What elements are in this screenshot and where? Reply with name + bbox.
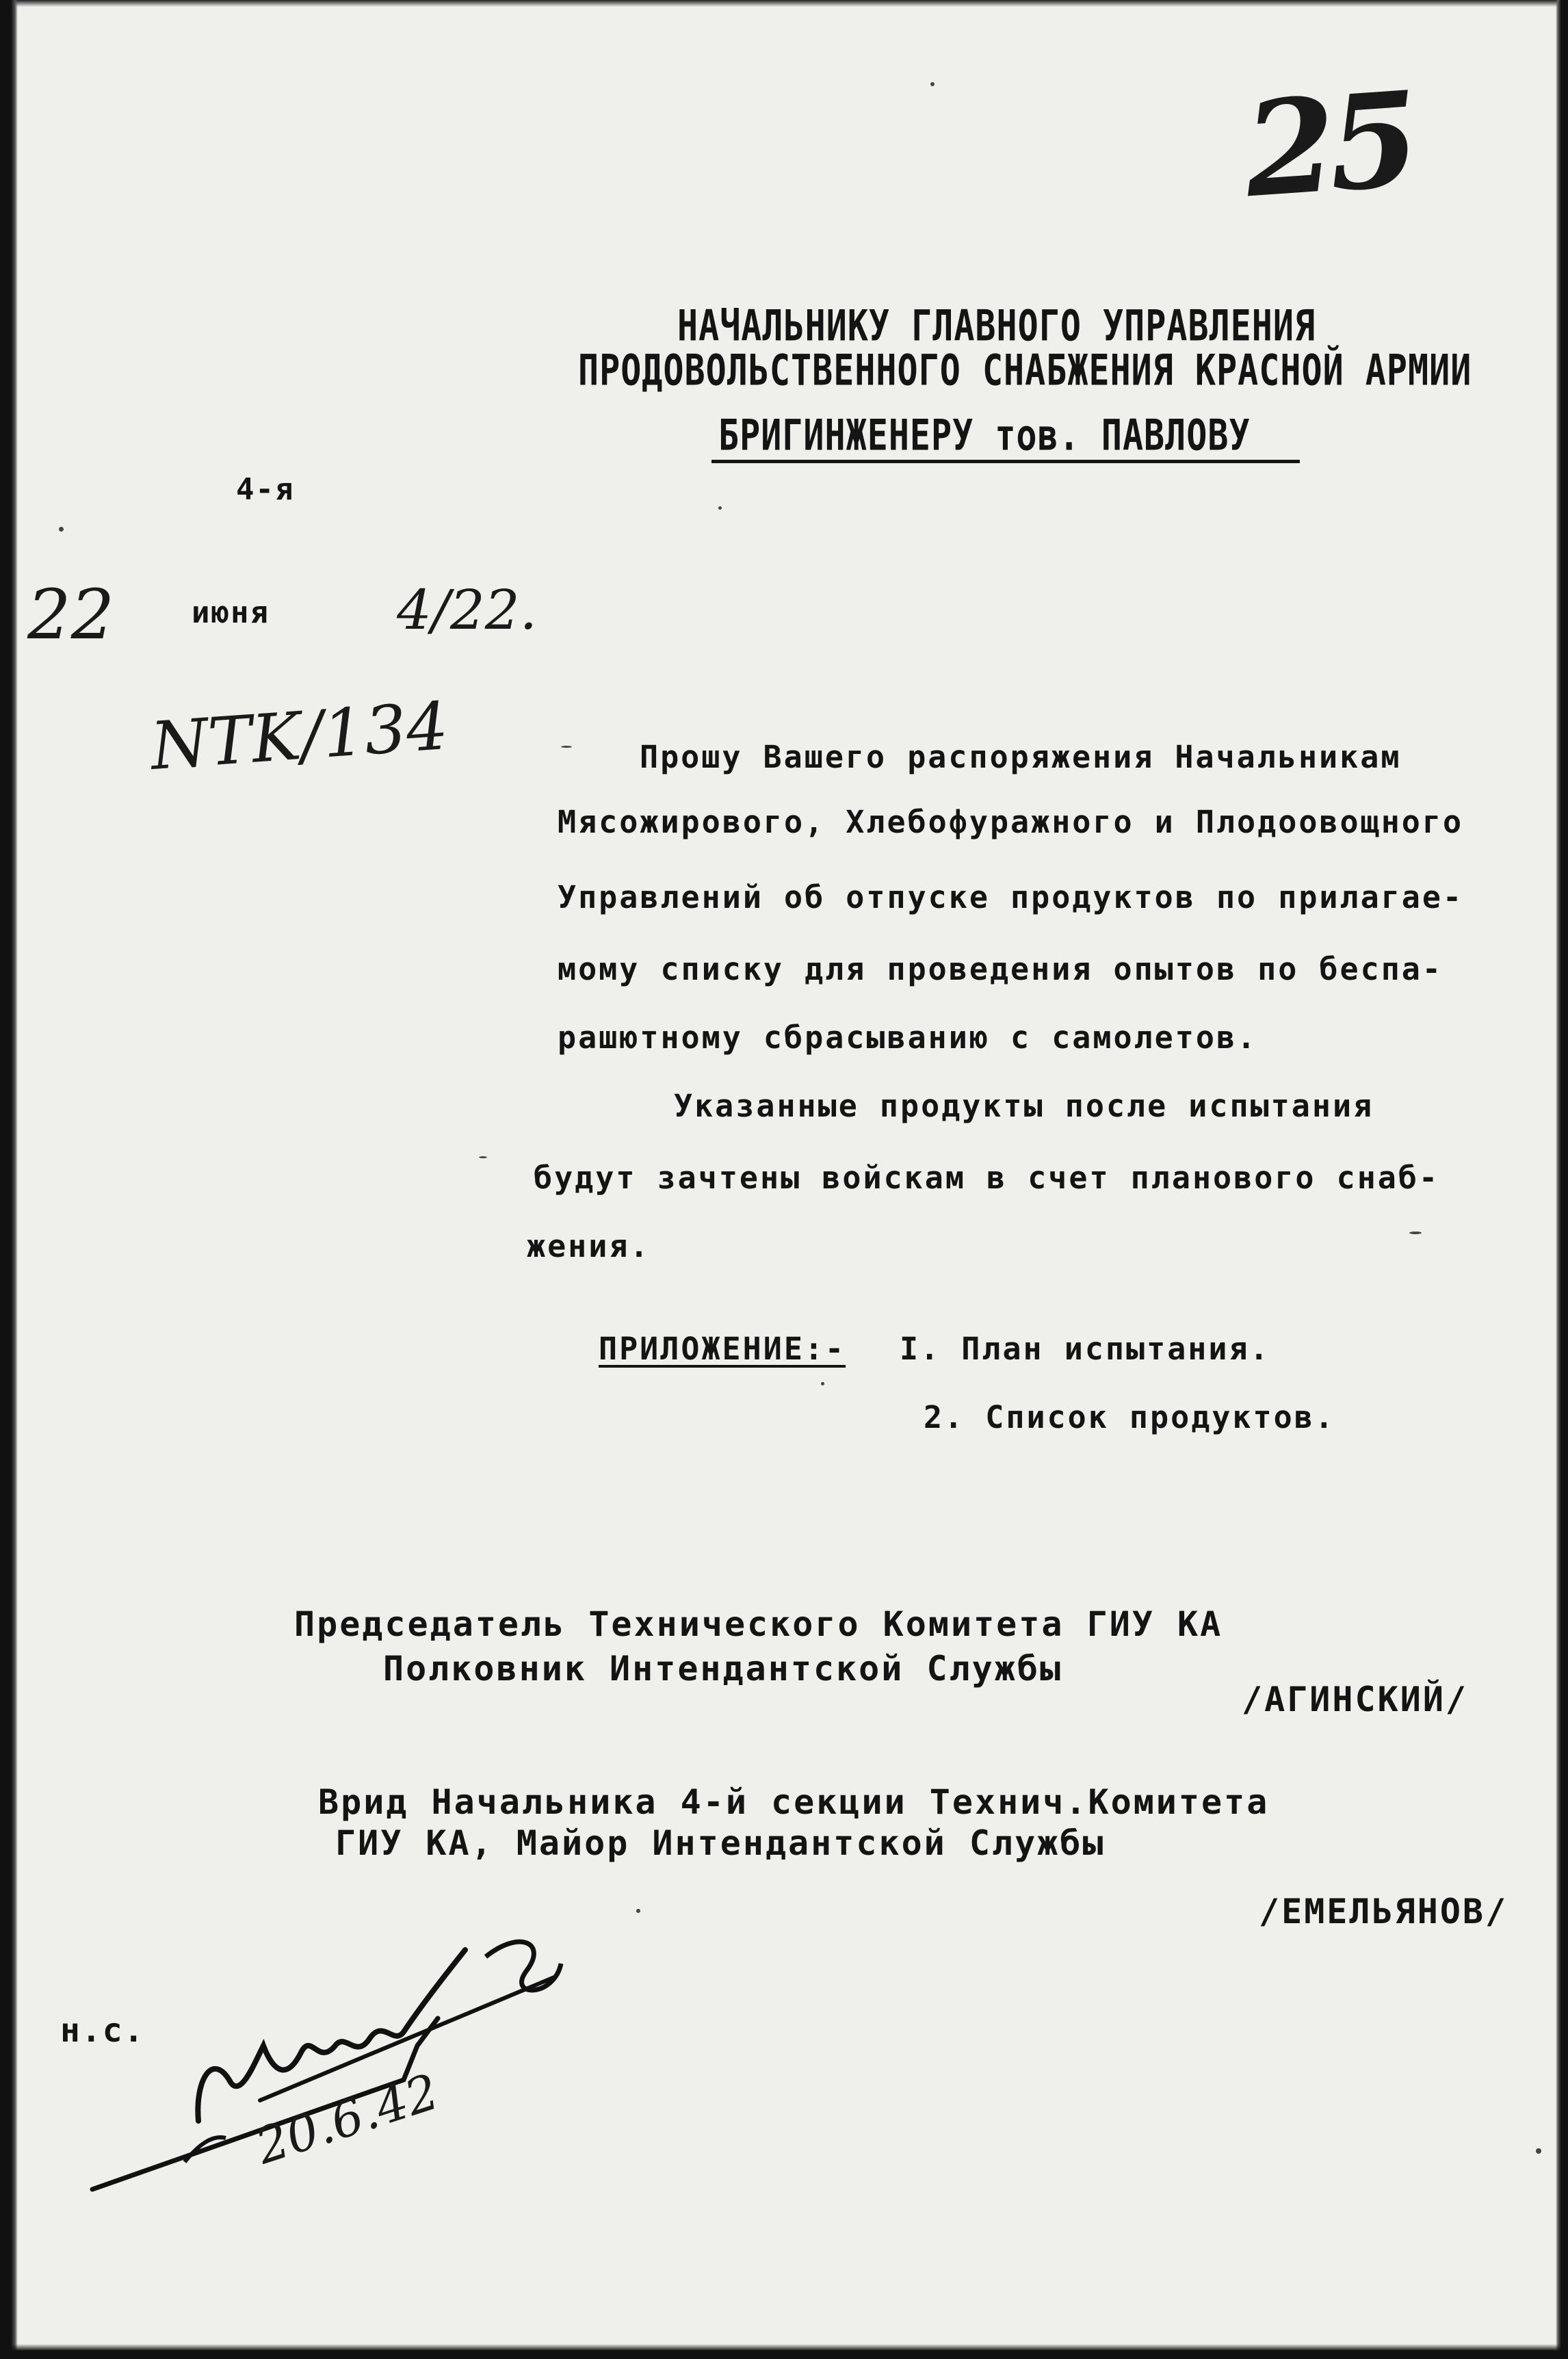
scan-edge-left (0, 0, 18, 2359)
deputy-name: /ЕМЕЛЬЯНОВ/ (1259, 1892, 1508, 1931)
body-line: жения. (527, 1228, 651, 1264)
addressee-underline (711, 460, 1300, 463)
archive-sheet-number: 25 (1240, 62, 1417, 227)
scan-speck (636, 1909, 640, 1913)
addressee-line-1: НАЧАЛЬНИКУ ГЛАВНОГО УПРАВЛЕНИЯ (677, 301, 1316, 351)
body-line: Прошу Вашего распоряжения Начальникам (640, 739, 1402, 775)
body-line: будут зачтены войскам в счет планового снаб- (534, 1160, 1440, 1196)
scan-speck (718, 506, 722, 510)
date-month: июня (192, 595, 270, 630)
body-line: Указанные продукты после испытания (674, 1088, 1374, 1124)
body-line: мому списку для проведения опытов по беспа- (558, 951, 1443, 987)
attachment-item: 2. Список продуктов. (924, 1399, 1335, 1435)
scan-speck (1536, 2148, 1541, 2154)
handwritten-date: 20.6.42 (248, 2062, 446, 2176)
deputy-rank: ГИУ КА, Майор Интендантской Службы (335, 1823, 1106, 1863)
scan-edge-bottom (0, 2344, 1568, 2359)
body-line: Управлений об отпуске продуктов по прилагае- (558, 879, 1464, 915)
deputy-title: Врид Начальника 4-й секции Технич.Комитета (318, 1782, 1270, 1822)
typist-initials: н.с. (60, 2011, 145, 2050)
body-line: рашютному сбрасыванию с самолетов. (558, 1019, 1258, 1056)
handwritten-signature (82, 1875, 602, 2203)
chairman-rank: Полковник Интендантской Службы (383, 1649, 1063, 1689)
addressee-line-2: ПРОДОВОЛЬСТВЕННОГО СНАБЖЕНИЯ КРАСНОЙ АРМИИ (578, 346, 1472, 395)
scan-speck (561, 746, 572, 748)
scan-edge-top (0, 0, 1568, 7)
scan-speck (930, 82, 935, 86)
handwritten-year: 4/22. (397, 578, 538, 642)
attachment-label: ПРИЛОЖЕНИЕ:- (599, 1331, 846, 1367)
section-number: 4-я (236, 472, 295, 507)
body-line: Мясожирового, Хлебофуражного и Плодоовощного (558, 804, 1464, 840)
scan-speck (479, 1156, 487, 1158)
handwritten-day: 22 (27, 575, 115, 655)
chairman-title: Председатель Технического Комитета ГИУ КА (294, 1604, 1223, 1644)
scan-speck (821, 1382, 824, 1385)
addressee-line-3: БРИГИНЖЕНЕРУ тов. ПАВЛОВУ (718, 410, 1251, 460)
chairman-name: /АГИНСКИЙ/ (1242, 1680, 1469, 1719)
scan-speck (1409, 1231, 1422, 1234)
handwritten-reference-number: NTK/134 (148, 687, 451, 785)
scan-edge-right (1556, 0, 1568, 2359)
scan-speck (59, 527, 64, 532)
attachment-item: I. План испытания. (900, 1331, 1270, 1367)
